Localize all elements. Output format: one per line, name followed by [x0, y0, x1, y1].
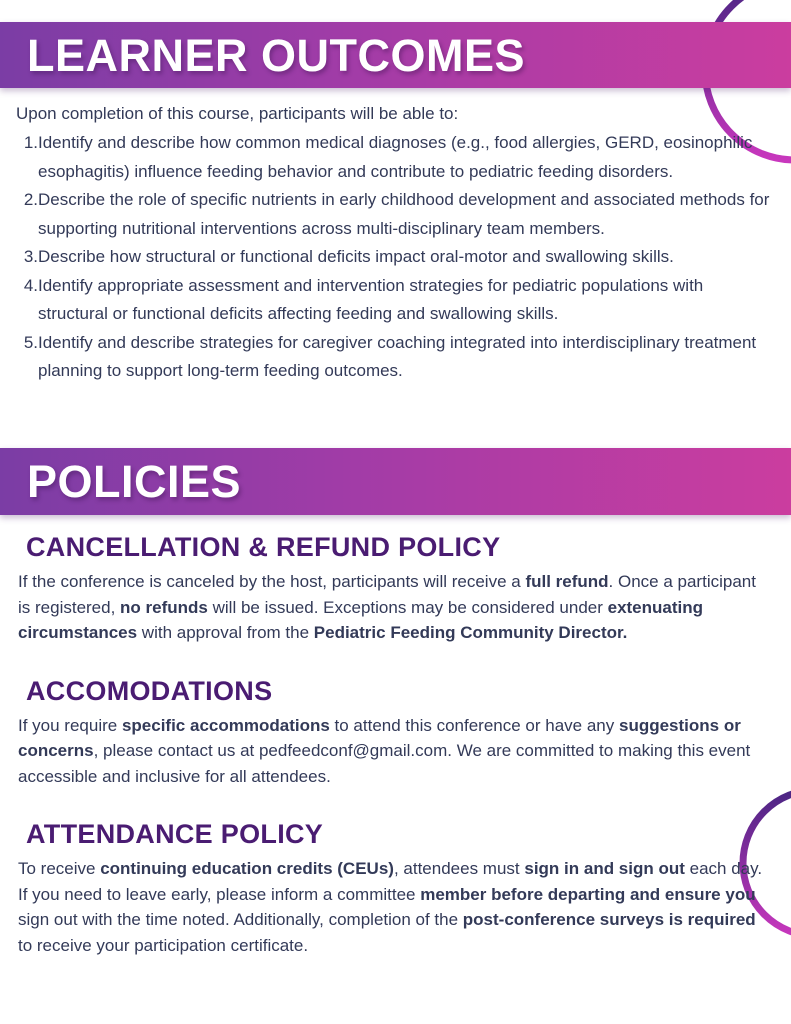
list-item-text: Identify and describe strategies for caregiver coaching integrated into interdisciplinary treatment planning to support long-term feeding outcomes.: [38, 332, 757, 380]
learner-outcomes-intro: Upon completion of this course, participants will be able to:: [16, 104, 459, 123]
list-item: [16, 129, 771, 186]
policy-cancellation-refund: [18, 530, 765, 646]
list-item-text: Identify and describe how common medical diagnoses (e.g., food allergies, GERD, eosinophilic esophagitis) influence feeding behavior and contribute to pediatric feeding disorders.: [38, 133, 753, 181]
list-item-text: Describe the role of specific nutrients in early childhood development and associated methods for supporting nutritional interventions across multi-disciplinary team members.: [38, 190, 770, 238]
list-item: [16, 243, 771, 272]
policy-accomodations: [18, 674, 765, 790]
list-item-text: Describe how structural or functional deficits impact oral-motor and swallowing skills.: [38, 247, 674, 266]
learner-outcomes-list: [16, 129, 771, 386]
top-margin: [0, 0, 791, 22]
policy-section-heading: ATTENDANCE POLICY: [26, 819, 324, 849]
list-number: 4.: [23, 275, 38, 295]
policy-attendance: [18, 817, 765, 958]
learner-outcomes-banner-title: LEARNER OUTCOMES: [27, 29, 526, 81]
list-item: [16, 272, 771, 329]
policies-banner-title: POLICIES: [27, 456, 242, 507]
list-item-text: Identify appropriate assessment and intervention strategies for pediatric populations with structural or functional deficits affecting feeding and swallowing skills.: [38, 275, 704, 323]
list-number: 1.: [23, 133, 38, 152]
policy-paragraph: To receive continuing education credits (CEUs), attendees must sign in and sign out each day. If you need to leave early, please inform a committee member before departing and ensure you sign out with the time noted. Additionally, completion of the post-conference surveys is required to receive your participation certificate.: [18, 859, 763, 955]
learner-outcomes-banner: [0, 22, 791, 88]
policy-paragraph: If you require specific accommodations to attend this conference or have any suggestions or concerns, please contact us at pedfeedconf@gmail.com. We are committed to making this event accessible and inclusive for all attendees.: [18, 715, 751, 786]
list-item: [16, 186, 771, 243]
list-number: 3.: [23, 247, 38, 266]
learner-outcomes-section: [0, 88, 791, 448]
policies-section: [0, 515, 791, 958]
policy-section-heading: CANCELLATION & REFUND POLICY: [26, 532, 501, 562]
list-number: 2.: [23, 190, 38, 209]
list-item: [16, 329, 771, 386]
policy-section-heading: ACCOMODATIONS: [26, 675, 273, 706]
list-number: 5.: [23, 332, 38, 352]
policies-banner: [0, 448, 791, 515]
policy-paragraph: If the conference is canceled by the host, participants will receive a full refund. Once a participant is registered, no refunds will be issued. Exceptions may be considered under extenuating circumstances with approval from the Pediatric Feeding Community Director.: [18, 572, 756, 642]
